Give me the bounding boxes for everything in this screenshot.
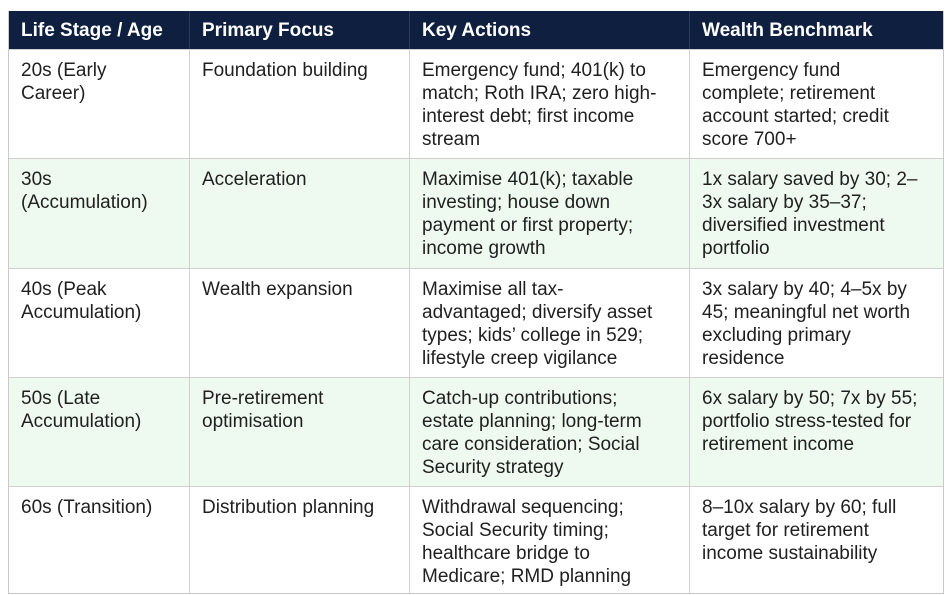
- benchmark-cell: 3x salary by 40; 4–5x by 45; meaningful net worth excluding primary residence: [689, 269, 941, 377]
- focus-cell: Wealth expansion: [189, 269, 409, 377]
- life-stage-table: [8, 11, 944, 594]
- header-wealth-benchmark: Wealth Benchmark: [689, 11, 941, 49]
- actions-cell: Emergency fund; 401(k) to match; Roth IRA; zero high- interest debt; first income stream: [409, 50, 689, 158]
- stage-cell: 20s (Early Career): [21, 60, 107, 104]
- stage-cell: 40s (Peak Accumulation): [21, 279, 142, 323]
- stage-cell: 30s (Accumulation): [21, 169, 148, 213]
- actions-cell: Maximise 401(k); taxable investing; house down payment or first property; income growth: [409, 159, 689, 268]
- focus-cell: Foundation building: [189, 50, 409, 158]
- stage-cell: 50s (Late Accumulation): [21, 388, 142, 432]
- stage-cell: 60s (Transition): [21, 497, 153, 518]
- actions-cell: Withdrawal sequencing; Social Security timing; healthcare bridge to Medicare; RMD planning: [409, 487, 689, 593]
- header-life-stage: Life Stage / Age: [21, 20, 163, 41]
- table-row: [9, 377, 943, 486]
- focus-cell: Acceleration: [189, 159, 409, 268]
- table-row: [9, 268, 943, 377]
- benchmark-cell: 1x salary saved by 30; 2– 3x salary by 35–37; diversified investment portfolio: [689, 159, 941, 268]
- benchmark-cell: 6x salary by 50; 7x by 55; portfolio stress-tested for retirement income: [689, 378, 941, 486]
- actions-cell: Maximise all tax- advantaged; diversify asset types; kids’ college in 529; lifestyle creep vigilance: [409, 269, 689, 377]
- benchmark-cell: 8–10x salary by 60; full target for retirement income sustainability: [689, 487, 941, 593]
- actions-cell: Catch-up contributions; estate planning; long-term care consideration; Social Security strategy: [409, 378, 689, 486]
- table-row: [9, 49, 943, 158]
- focus-cell: Distribution planning: [189, 487, 409, 593]
- header-key-actions: Key Actions: [409, 11, 689, 49]
- table-header-row: [9, 11, 943, 49]
- table-row: [9, 158, 943, 268]
- table-row: [9, 486, 943, 593]
- header-primary-focus: Primary Focus: [189, 11, 409, 49]
- focus-cell: Pre-retirement optimisation: [189, 378, 409, 486]
- benchmark-cell: Emergency fund complete; retirement account started; credit score 700+: [689, 50, 941, 158]
